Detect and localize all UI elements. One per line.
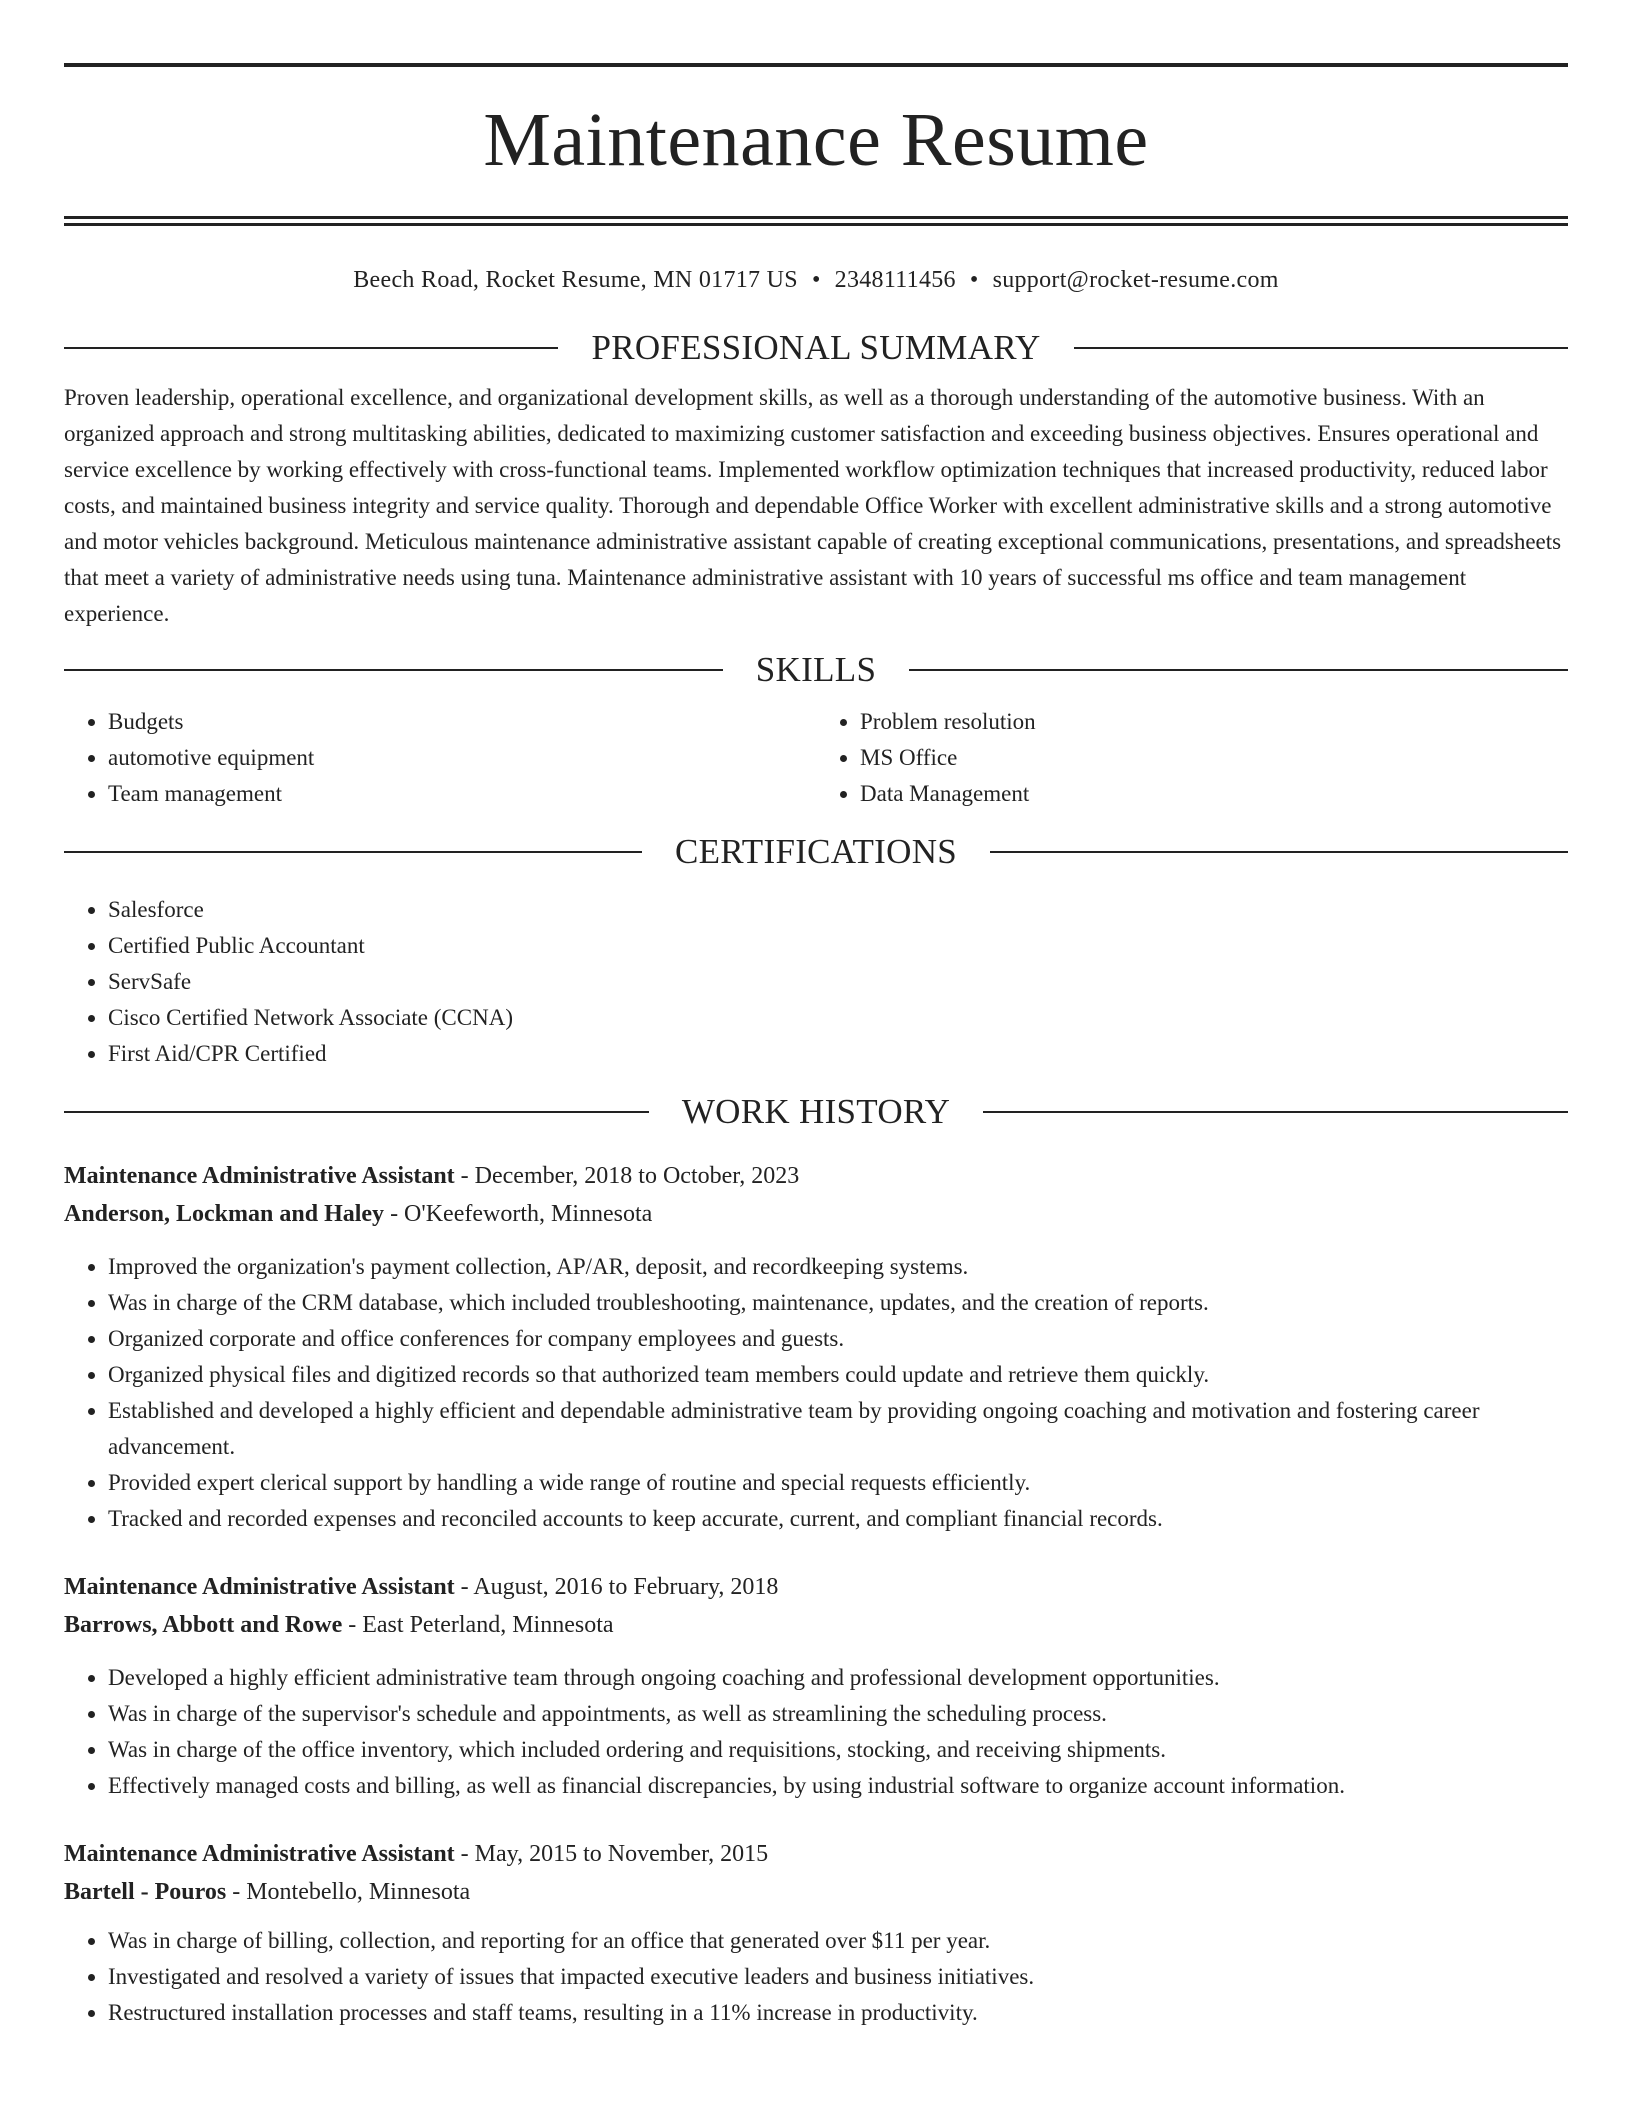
- heading-rule-right: [909, 669, 1568, 671]
- job-location: - East Peterland, Minnesota: [342, 1612, 614, 1638]
- job-bullet: • Was in charge of billing, collection, and reporting for an office that generated over $11 per year.: [108, 1923, 1568, 1959]
- certification-item: • ServSafe: [108, 964, 1568, 1000]
- job-title-line: [64, 1835, 1568, 1873]
- job-bullet: • Was in charge of the office inventory, which included ordering and requisitions, stocking, and receiving shipments.: [108, 1732, 1568, 1768]
- certifications-heading-label: CERTIFICATIONS: [674, 832, 958, 871]
- job-company-line: [64, 1873, 1568, 1911]
- job-bullet: • Provided expert clerical support by handling a wide range of routine and special requests efficiently.: [108, 1465, 1568, 1501]
- job-dates: - August, 2016 to February, 2018: [454, 1574, 779, 1600]
- skill-item: • Data Management: [860, 776, 1568, 812]
- work-history-heading: [64, 1092, 1568, 1132]
- job-title: Maintenance Administrative Assistant: [64, 1163, 455, 1189]
- contact-separator: •: [969, 267, 979, 293]
- contact-phone: 2348111456: [834, 267, 956, 293]
- skill-item: • Budgets: [108, 704, 816, 740]
- job-bullet: • Was in charge of the supervisor's schedule and appointments, as well as streamlining the scheduling process.: [108, 1696, 1568, 1732]
- skill-item: • Problem resolution: [860, 704, 1568, 740]
- job-bullet: • Organized corporate and office conferences for company employees and guests.: [108, 1321, 1568, 1357]
- heading-rule-right: [1074, 347, 1568, 349]
- contact-line: [64, 265, 1568, 295]
- heading-rule-left: [64, 669, 723, 671]
- job-bullet: • Investigated and resolved a variety of issues that impacted executive leaders and business initiatives.: [108, 1959, 1568, 1995]
- job-bullet: • Tracked and recorded expenses and reconciled accounts to keep accurate, current, and compliant financial records.: [108, 1501, 1568, 1537]
- job-location: - O'Keefeworth, Minnesota: [384, 1201, 653, 1227]
- title-top-rule: [64, 63, 1568, 67]
- resume-title: Maintenance Resume: [483, 98, 1149, 182]
- heading-rule-right: [983, 1111, 1568, 1113]
- certification-item: • First Aid/CPR Certified: [108, 1036, 1568, 1072]
- job-dates: - December, 2018 to October, 2023: [454, 1163, 800, 1189]
- job-title: Maintenance Administrative Assistant: [64, 1574, 455, 1600]
- job-entry: [64, 1157, 1568, 1537]
- skill-item: • automotive equipment: [108, 740, 816, 776]
- job-bullet: • Was in charge of the CRM database, which included troubleshooting, maintenance, updates, and the creation of reports.: [108, 1285, 1568, 1321]
- heading-rule-left: [64, 1111, 649, 1113]
- job-company-line: [64, 1195, 1568, 1233]
- certification-item: • Cisco Certified Network Associate (CCNA): [108, 1000, 1568, 1036]
- job-title-line: [64, 1157, 1568, 1195]
- summary-text: Proven leadership, operational excellence, and organizational development skills, as well as a thorough understanding of the automotive business. With an organized approach and strong multitasking abilities, dedicated to maximizing customer satisfaction and exceeding business objectives. Ensures operational and service excellence by working effectively with cross-functional teams. Implemented workflow optimization techniques that increased productivity, reduced labor costs, and maintained business integrity and service quality. Thorough and dependable Office Worker with excellent administrative skills and a strong automotive and motor vehicles background. Meticulous maintenance administrative assistant capable of creating exceptional communications, presentations, and spreadsheets that meet a variety of administrative needs using tuna. Maintenance administrative assistant with 10 years of successful ms office and team management experience.: [64, 385, 1562, 626]
- contact-email: support@rocket-resume.com: [992, 267, 1279, 293]
- job-title-line: [64, 1568, 1568, 1606]
- job-company: Barrows, Abbott and Rowe: [64, 1612, 343, 1638]
- skills-grid: [64, 704, 1568, 812]
- skill-item: • Team management: [108, 776, 816, 812]
- skills-list-left: [64, 704, 816, 812]
- contact-address: Beech Road, Rocket Resume, MN 01717 US: [353, 267, 798, 293]
- job-location: - Montebello, Minnesota: [226, 1879, 471, 1905]
- job-company: Bartell - Pouros: [64, 1879, 227, 1905]
- certifications-heading: [64, 832, 1568, 872]
- job-bullet: • Improved the organization's payment collection, AP/AR, deposit, and recordkeeping systems.: [108, 1249, 1568, 1285]
- skill-item: • MS Office: [860, 740, 1568, 776]
- summary-heading: [64, 328, 1568, 368]
- skills-heading: [64, 650, 1568, 690]
- certification-item: • Salesforce: [108, 892, 1568, 928]
- job-dates: - May, 2015 to November, 2015: [454, 1841, 769, 1867]
- job-entry: [64, 1835, 1568, 2031]
- certification-item: • Certified Public Accountant: [108, 928, 1568, 964]
- resume-page: [64, 0, 1568, 2031]
- heading-rule-left: [64, 347, 558, 349]
- job-entry: [64, 1568, 1568, 1804]
- work-history-heading-label: WORK HISTORY: [681, 1092, 951, 1131]
- skills-heading-label: SKILLS: [755, 650, 877, 689]
- skills-list-right: [816, 704, 1568, 812]
- job-bullet: • Established and developed a highly efficient and dependable administrative team by providing ongoing coaching and motivation and fostering career advancement.: [108, 1393, 1568, 1465]
- job-bullet: • Organized physical files and digitized records so that authorized team members could update and retrieve them quickly.: [108, 1357, 1568, 1393]
- job-bullets: [64, 1923, 1568, 2031]
- job-company: Anderson, Lockman and Haley: [64, 1201, 385, 1227]
- job-bullets: [64, 1660, 1568, 1804]
- summary-heading-label: PROFESSIONAL SUMMARY: [591, 328, 1041, 367]
- job-bullet: • Restructured installation processes and staff teams, resulting in a 11% increase in productivity.: [108, 1995, 1568, 2031]
- job-title: Maintenance Administrative Assistant: [64, 1841, 455, 1867]
- job-bullet: • Developed a highly efficient administrative team through ongoing coaching and professional development opportunities.: [108, 1660, 1568, 1696]
- job-bullets: [64, 1249, 1568, 1537]
- certifications-list: [64, 892, 1568, 1072]
- heading-rule-right: [990, 851, 1568, 853]
- title-bottom-rule: [64, 216, 1568, 226]
- heading-rule-left: [64, 851, 642, 853]
- contact-separator: •: [811, 267, 821, 293]
- job-bullet: • Effectively managed costs and billing, as well as financial discrepancies, by using industrial software to organize account information.: [108, 1768, 1568, 1804]
- job-company-line: [64, 1606, 1568, 1644]
